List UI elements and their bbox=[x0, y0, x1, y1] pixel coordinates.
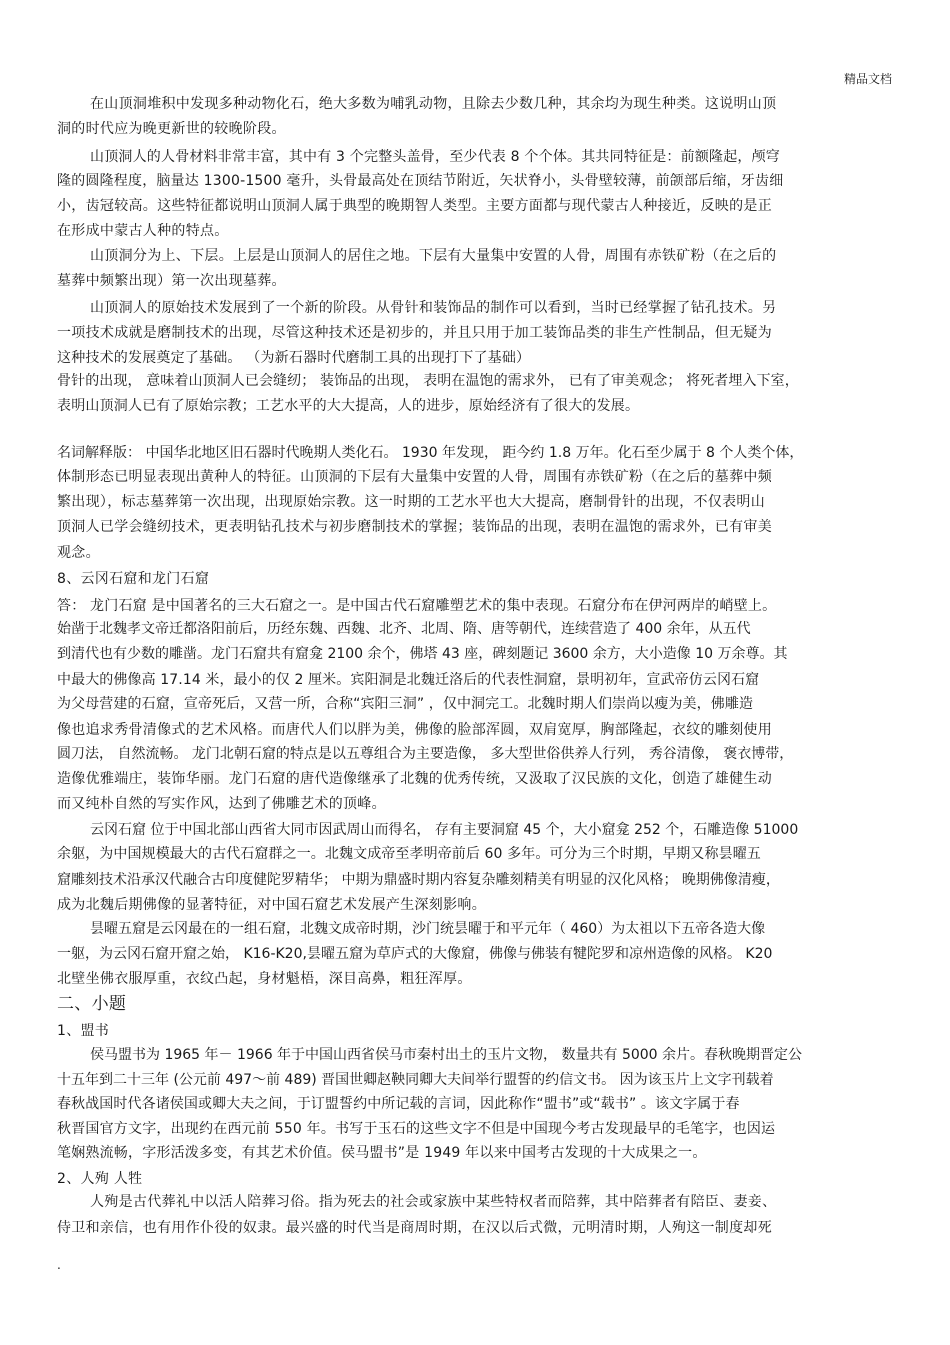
text-line: 骨针的出现， 意味着山顶洞人已会缝纫； 装饰品的出现， 表明在温饱的需求外， 已有了审美观念； 将死者埋入下室， bbox=[57, 373, 799, 389]
text-line: 笔娴熟流畅，字形活泼多变，有其艺术价值。侯马盟书”是 1949 年以来中国考古发现的十大成果之一。 bbox=[57, 1145, 707, 1161]
text-line: 侍卫和亲信，也有用作仆役的奴隶。最兴盛的时代当是商周时期，在汉以后式微，元明清时期，人殉这一制度却死 bbox=[57, 1220, 772, 1236]
text-line: 隆的圆隆程度，脑量达 1300-1500 毫升，头骨最高处在顶结节附近，矢状脊小，头骨壁较薄，前颌部后缩，牙齿细 bbox=[57, 173, 784, 189]
text-line: 洞的时代应为晚更新世的较晚阶段。 bbox=[57, 121, 286, 137]
text-line: 山顶洞分为上、下层。上层是山顶洞人的居住之地。下层有大量集中安置的人骨，周围有赤铁矿粉（在之后的 bbox=[90, 248, 777, 264]
text-line: 到清代也有少数的雕凿。龙门石窟共有窟龛 2100 余个，佛塔 43 座，碑刻题记 3600 余方，大小造像 10 万余尊。其 bbox=[57, 646, 788, 662]
text-line: 8、云冈石窟和龙门石窟 bbox=[57, 571, 210, 587]
text-line: 山顶洞人的人骨材料非常丰富，其中有 3 个完整头盖骨，至少代表 8 个个体。其共同特征是：前额隆起，颅穹 bbox=[90, 149, 781, 165]
text-line: 2、人殉 人牲 bbox=[57, 1171, 143, 1187]
text-line: 繁出现），标志墓葬第一次出现，出现原始宗教。这一时期的工艺水平也大大提高，磨制骨针的出现，不仅表明山 bbox=[57, 494, 765, 510]
text-line: 春秋战国时代各诸侯国或卿大夫之间，于订盟誓约中所记载的言词，因此称作“盟书”或“载书” 。该文字属于春 bbox=[57, 1096, 740, 1112]
text-line: 北壁坐佛衣服厚重，衣纹凸起，身材魁梧，深目高鼻，粗狂浑厚。 bbox=[57, 971, 472, 987]
text-line: 窟雕刻技术沿承汉代融合古印度健陀罗精华； 中期为鼎盛时期内容复杂雕刻精美有明显的汉化风格； 晚期佛像清瘦， bbox=[57, 872, 780, 888]
text-line: 一项技术成就是磨制技术的出现，尽管这种技术还是初步的，并且只用于加工装饰品类的非生产性制品，但无疑为 bbox=[57, 325, 772, 341]
text-line: 像也追求秀骨清像式的艺术风格。而唐代人们以胖为美，佛像的脸部浑圆，双肩宽厚，胸部隆起，衣纹的雕刻使用 bbox=[57, 722, 772, 738]
text-line: 一躯，为云冈石窟开窟之始， K16-K20,昙曜五窟为草庐式的大像窟，佛像与佛装有犍陀罗和凉州造像的风格。 K20 bbox=[57, 946, 773, 962]
text-line: 云冈石窟 位于中国北部山西省大同市因武周山而得名， 存有主要洞窟 45 个，大小窟龛 252 个，石雕造像 51000 bbox=[90, 822, 799, 838]
page-header: 精品文档 bbox=[843, 72, 892, 86]
text-line: 顶洞人已学会缝纫技术，更表明钻孔技术与初步磨制技术的掌握；装饰品的出现，表明在温饱的需求外，已有审美 bbox=[57, 519, 772, 535]
text-line: 人殉是古代葬礼中以活人陪葬习俗。指为死去的社会或家族中某些特权者而陪葬，其中陪葬者有陪臣、妻妾、 bbox=[90, 1194, 777, 1210]
text-line: 体制形态已明显表现出黄种人的特征。山顶洞的下层有大量集中安置的人骨，周围有赤铁矿粉（在之后的墓葬中频 bbox=[57, 469, 772, 485]
text-line: 在山顶洞堆积中发现多种动物化石，绝大多数为哺乳动物，且除去少数几种，其余均为现生种类。这说明山顶 bbox=[90, 96, 777, 112]
text-line: 为父母营建的石窟，宣帝死后，又营一所，合称“宾阳三洞” ，仅中洞完工。北魏时期人们崇尚以瘦为美，佛雕造 bbox=[57, 696, 754, 712]
text-line: 中最大的佛像高 17.14 米，最小的仅 2 厘米。宾阳洞是北魏迁洛后的代表性洞窟，景明初年，宣武帝仿云冈石窟 bbox=[57, 672, 760, 688]
footer-dot: . bbox=[57, 1258, 61, 1272]
text-line: 侯马盟书为 1965 年－ 1966 年于中国山西省侯马市秦村出土的玉片文物， 数量共有 5000 余片。春秋晚期晋定公 bbox=[90, 1047, 803, 1063]
text-line: 答： 龙门石窟 是中国著名的三大石窟之一。是中国古代石窟雕塑艺术的集中表现。石窟分布在伊河两岸的峭壁上。 bbox=[57, 598, 777, 614]
text-line: 昙曜五窟是云冈最在的一组石窟，北魏文成帝时期，沙门统昙曜于和平元年（ 460）为太祖以下五帝各造大像 bbox=[90, 921, 766, 937]
text-line: 而又纯朴自然的写实作风，达到了佛雕艺术的顶峰。 bbox=[57, 796, 386, 812]
text-line: 成为北魏后期佛像的显著特征，对中国石窟艺术发展产生深刻影响。 bbox=[57, 897, 486, 913]
text-line: 二、小题 bbox=[57, 994, 127, 1014]
text-line: 山顶洞人的原始技术发展到了一个新的阶段。从骨针和装饰品的制作可以看到，当时已经掌握了钻孔技术。另 bbox=[90, 300, 777, 316]
text-line: 小，齿冠较高。这些特征都说明山顶洞人属于典型的晚期智人类型。主要方面都与现代蒙古人种接近，反映的是正 bbox=[57, 198, 772, 214]
text-line: 造像优雅端庄，装饰华丽。龙门石窟的唐代造像继承了北魏的优秀传统，又汲取了汉民族的文化，创造了雄健生动 bbox=[57, 771, 772, 787]
text-line: 墓葬中频繁出现）第一次出现墓葬。 bbox=[57, 273, 286, 289]
text-line: 圆刀法， 自然流畅。 龙门北朝石窟的特点是以五尊组合为主要造像， 多大型世俗供养人行列， 秀谷清像， 褒衣博带， bbox=[57, 746, 794, 762]
text-line: 这种技术的发展奠定了基础。 （为新石器时代磨制工具的出现打下了基础） bbox=[57, 350, 531, 366]
text-line: 秋晋国官方文字，出现约在西元前 550 年。书写于玉石的这些文字不但是中国现今考古发现最早的毛笔字，也因运 bbox=[57, 1121, 776, 1137]
text-line: 十五年到二十三年 (公元前 497～前 489) 晋国世卿赵鞅同卿大夫间举行盟誓的约信文书。 因为该玉片上文字刊载着 bbox=[57, 1072, 774, 1088]
text-line: 1、盟书 bbox=[57, 1023, 110, 1039]
text-line: 始凿于北魏孝文帝迁都洛阳前后，历经东魏、西魏、北齐、北周、隋、唐等朝代，连续营造了 400 余年，从五代 bbox=[57, 621, 751, 637]
text-line: 名词解释版： 中国华北地区旧石器时代晚期人类化石。 1930 年发现， 距今约 1.8 万年。化石至少属于 8 个人类个体， bbox=[57, 445, 804, 461]
text-line: 表明山顶洞人已有了原始宗教；工艺水平的大大提高，人的进步，原始经济有了很大的发展。 bbox=[57, 398, 640, 414]
text-line: 观念。 bbox=[57, 545, 100, 561]
text-line: 余躯，为中国规模最大的古代石窟群之一。北魏文成帝至孝明帝前后 60 多年。可分为三个时期，早期又称昙曜五 bbox=[57, 846, 761, 862]
text-line: 在形成中蒙古人种的特点。 bbox=[57, 223, 229, 239]
